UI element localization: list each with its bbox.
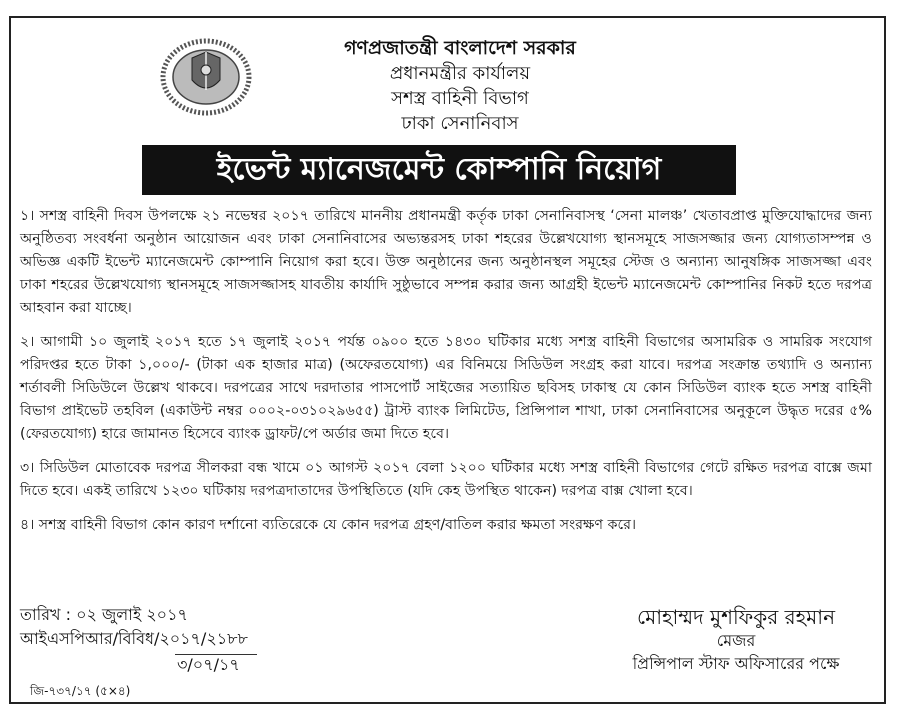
signatory-name: মোহাম্মদ মুশফিকুর রহমান — [636, 605, 836, 629]
location-title: ঢাকা সেনানিবাস — [401, 113, 519, 134]
signature-block — [600, 604, 872, 676]
paragraph-4: ৪। সশস্ত্র বাহিনী বিভাগ কোন কারণ দর্শানো ব্যতিরেকে যে কোন দরপত্র গ্রহণ/বাতিল করার ক্ষমতা সংরক্ষণ করে। — [20, 517, 637, 533]
signatory-designation: প্রিন্সিপাল স্টাফ অফিসারের পক্ষে — [632, 654, 840, 673]
notice-body — [20, 205, 872, 548]
notice-title: ইভেন্ট ম্যানেজমেন্ট কোম্পানি নিয়োগ — [142, 145, 736, 195]
paragraph-1: ১। সশস্ত্র বাহিনী দিবস উপলক্ষে ২১ নভেম্বর ২০১৭ তারিখে মাননীয় প্রধানমন্ত্রী কর্তৃক ঢাকা সেনানিবাসস্থ ‘সেনা মালঞ্চ’ খেতাবপ্রাপ্ত মুক্তিযোদ্ধাদের জন্য অনুষ্ঠিতব্য সংবর্ধনা অনুষ্ঠান আয়োজন এবং ঢাকা সেনানিবাসের অভ্যন্তরসহ ঢাকা শহরের উল্লেখযোগ্য স্থানসমূহে সাজসজ্জার জন্য যোগ্যতাসম্পন্ন ও অভিজ্ঞ একটি ইভেন্ট ম্যানেজমেন্ট কোম্পানি নিয়োগ করা হবে। উক্ত অনুষ্ঠানের জন্য অনুষ্ঠানস্থল সমূহের স্টেজ ও অন্যান্য আনুষঙ্গিক সাজসজ্জা এবং ঢাকা শহরের উল্লেখযোগ্য স্থানসমূহে সাজসজ্জাসহ যাবতীয় কার্যাদি সুষ্ঠুভাবে সম্পন্ন করার জন্য আগ্রহী ইভেন্ট ম্যানেজমেন্ট কোম্পানির নিকট হতে দরপত্র আহবান করা যাচ্ছে। — [20, 208, 872, 316]
signatory-rank: মেজর — [716, 631, 756, 650]
division-title: সশস্ত্র বাহিনী বিভাগ — [391, 88, 529, 109]
paragraph-3: ৩। সিডিউল মোতাবেক দরপত্র সীলকরা বন্ধ খামে ০১ আগস্ট ২০১৭ বেলা ১২০০ ঘটিকার মধ্যে সশস্ত্র বাহিনী বিভাগের গেটে রক্ষিত দরপত্র বাক্সে জমা দিতে হবে। একই তারিখে ১২৩০ ঘটিকায় দরপত্রদাতাদের উপস্থিতিতে (যদি কেহ উপস্থিত থাকেন) দরপত্র বাক্স খোলা হবে। — [20, 460, 872, 499]
emblem-icon — [160, 38, 252, 116]
initial-date: ৩/০৭/১৭ — [175, 654, 257, 675]
print-code: জি-৭৩৭/১৭ (৫×৪) — [30, 684, 131, 698]
govt-title: গণপ্রজাতন্ত্রী বাংলাদেশ সরকার — [344, 37, 576, 59]
office-title: প্রধানমন্ত্রীর কার্যালয় — [389, 63, 531, 84]
paragraph-2: ২। আগামী ১০ জুলাই ২০১৭ হতে ১৭ জুলাই ২০১৭ পর্যন্ত ০৯০০ হতে ১৪৩০ ঘটিকার মধ্যে সশস্ত্র বাহিনী বিভাগের অসামরিক ও সামরিক সংযোগ পরিদপ্তর হতে টাকা ১,০০০/- (টাকা এক হাজার মাত্র) (অফেরতযোগ্য) এর বিনিময়ে সিডিউল সংগ্রহ করা যাবে। দরপত্র সংক্রান্ত তথ্যাদি ও অন্যান্য শর্তাবলী সিডিউলে উল্লেখ থাকবে। দরপত্রের সাথে দরদাতার পাসপোর্ট সাইজের সত্যায়িত ছবিসহ ঢাকাস্থ যে কোন সিডিউল ব্যাংক হতে সশস্ত্র বাহিনী বিভাগ প্রাইভেট তহবিল (একাউন্ট নম্বর ০০০২-০৩১০২৯৬৫৫) ট্রাস্ট ব্যাংক লিমিটেড, প্রিন্সিপাল শাখা, ঢাকা সেনানিবাসের অনুকূলে উদ্ধৃত দরের ৫% (ফেরতযোগ্য) হারে জামানত হিসেবে ব্যাংক ড্রাফট/পে অর্ডার জমা দিতে হবে। — [20, 334, 872, 442]
letterhead — [250, 36, 670, 136]
notice-date: তারিখ : ০২ জুলাই ২০১৭ — [20, 605, 188, 624]
memo-number: আইএসপিআর/বিবিধ/২০১৭/২১৮৮ — [20, 629, 248, 648]
